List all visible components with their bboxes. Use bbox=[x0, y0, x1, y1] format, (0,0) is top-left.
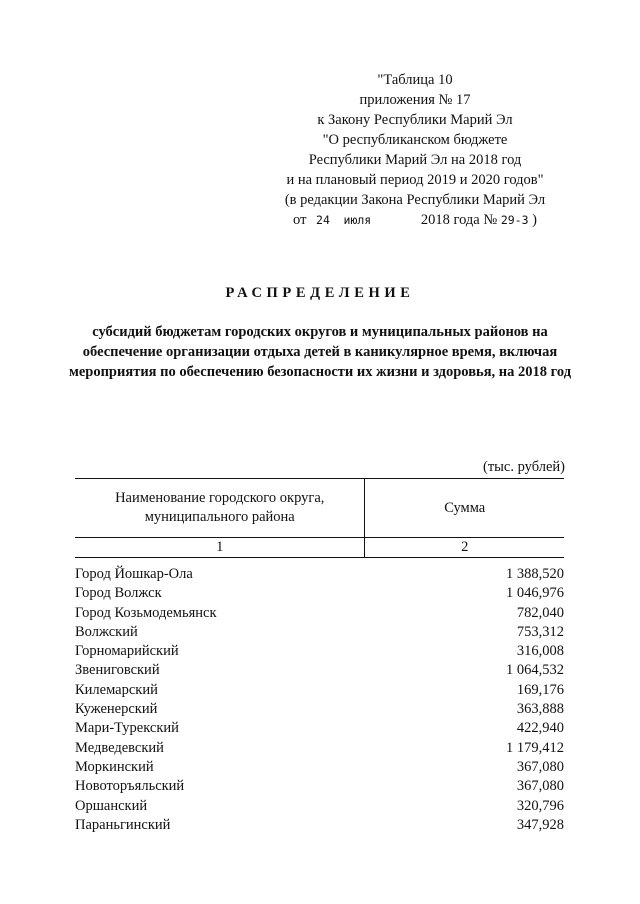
table-row bbox=[75, 681, 564, 700]
row-value: 1 388,520 bbox=[506, 566, 564, 582]
row-name: Оршанский bbox=[75, 797, 148, 814]
row-value: 1 046,976 bbox=[506, 585, 564, 602]
header-line-1: "Таблица 10 bbox=[377, 72, 453, 88]
row-name: Город Козьмодемьянск bbox=[75, 604, 217, 621]
document-subtitle: субсидий бюджетам городских округов и муниципальных районов на обеспечение организации отдыха детей в каникулярное время, включая мероприятия по обеспечению безопасности их жизни и здоровья, на 2018 год bbox=[68, 324, 572, 380]
row-name: Волжский bbox=[75, 623, 138, 640]
row-value: 422,940 bbox=[516, 720, 564, 737]
table-row bbox=[75, 661, 564, 680]
header-law-number: 29-З bbox=[500, 213, 529, 227]
distribution-table-header bbox=[75, 478, 564, 558]
document-header bbox=[250, 70, 580, 230]
table-row bbox=[75, 565, 564, 584]
row-value: 169,176 bbox=[516, 681, 564, 698]
distribution-table-body bbox=[75, 565, 564, 835]
row-name: Параньгинский bbox=[75, 816, 171, 833]
row-value: 367,080 bbox=[516, 778, 564, 795]
row-name: Горномарийский bbox=[75, 643, 179, 660]
header-line-7: (в редакции Закона Республики Марий Эл bbox=[284, 192, 546, 208]
row-value: 316,008 bbox=[516, 643, 564, 660]
row-value: 753,312 bbox=[516, 623, 564, 640]
col-index-2: 2 bbox=[365, 538, 564, 558]
table-row bbox=[75, 642, 564, 661]
table-row bbox=[75, 623, 564, 642]
header-date-prefix: от bbox=[293, 212, 307, 228]
col-header-name: Наименование городского округа, муниципального района bbox=[75, 479, 365, 538]
table-row bbox=[75, 777, 564, 796]
header-date-month: июля bbox=[343, 213, 372, 227]
col-header-sum: Сумма bbox=[365, 479, 564, 538]
row-name: Моркинский bbox=[75, 758, 154, 775]
header-line-8 bbox=[250, 210, 580, 230]
row-value: 363,888 bbox=[516, 701, 564, 718]
row-name: Медведевский bbox=[75, 739, 164, 756]
header-line-3: к Закону Республики Марий Эл bbox=[317, 112, 513, 128]
header-date-middle: 2018 года № bbox=[420, 212, 498, 228]
row-name: Звениговский bbox=[75, 662, 160, 679]
row-name: Килемарский bbox=[75, 681, 158, 698]
table-row bbox=[75, 584, 564, 603]
header-line-2: приложения № 17 bbox=[359, 92, 471, 108]
table-row bbox=[75, 758, 564, 777]
row-name: Новоторъяльский bbox=[75, 778, 185, 795]
header-line-4: "О республиканском бюджете bbox=[322, 132, 508, 148]
row-value: 367,080 bbox=[516, 758, 564, 775]
col-index-1: 1 bbox=[75, 538, 365, 558]
table-row bbox=[75, 700, 564, 719]
header-date-day: 24 bbox=[316, 213, 330, 227]
row-value: 320,796 bbox=[516, 797, 564, 814]
row-value: 1 064,532 bbox=[506, 662, 564, 679]
row-name: Куженерский bbox=[75, 701, 158, 718]
table-row bbox=[75, 739, 564, 758]
document-title: РАСПРЕДЕЛЕНИЕ bbox=[225, 285, 415, 301]
row-value: 782,040 bbox=[516, 604, 564, 621]
row-name: Мари-Турекский bbox=[75, 720, 179, 737]
row-name: Город Йошкар-Ола bbox=[75, 566, 193, 582]
row-value: 347,928 bbox=[516, 816, 564, 833]
header-line-5: Республики Марий Эл на 2018 год bbox=[308, 152, 522, 168]
table-row bbox=[75, 719, 564, 738]
table-row bbox=[75, 816, 564, 835]
table-row bbox=[75, 604, 564, 623]
units-label: (тыс. рублей) bbox=[483, 459, 565, 475]
table-row bbox=[75, 797, 564, 816]
row-name: Город Волжск bbox=[75, 585, 162, 602]
header-line-6: и на плановый период 2019 и 2020 годов" bbox=[286, 172, 544, 188]
row-value: 1 179,412 bbox=[506, 739, 564, 756]
header-date-suffix: ) bbox=[532, 212, 537, 228]
